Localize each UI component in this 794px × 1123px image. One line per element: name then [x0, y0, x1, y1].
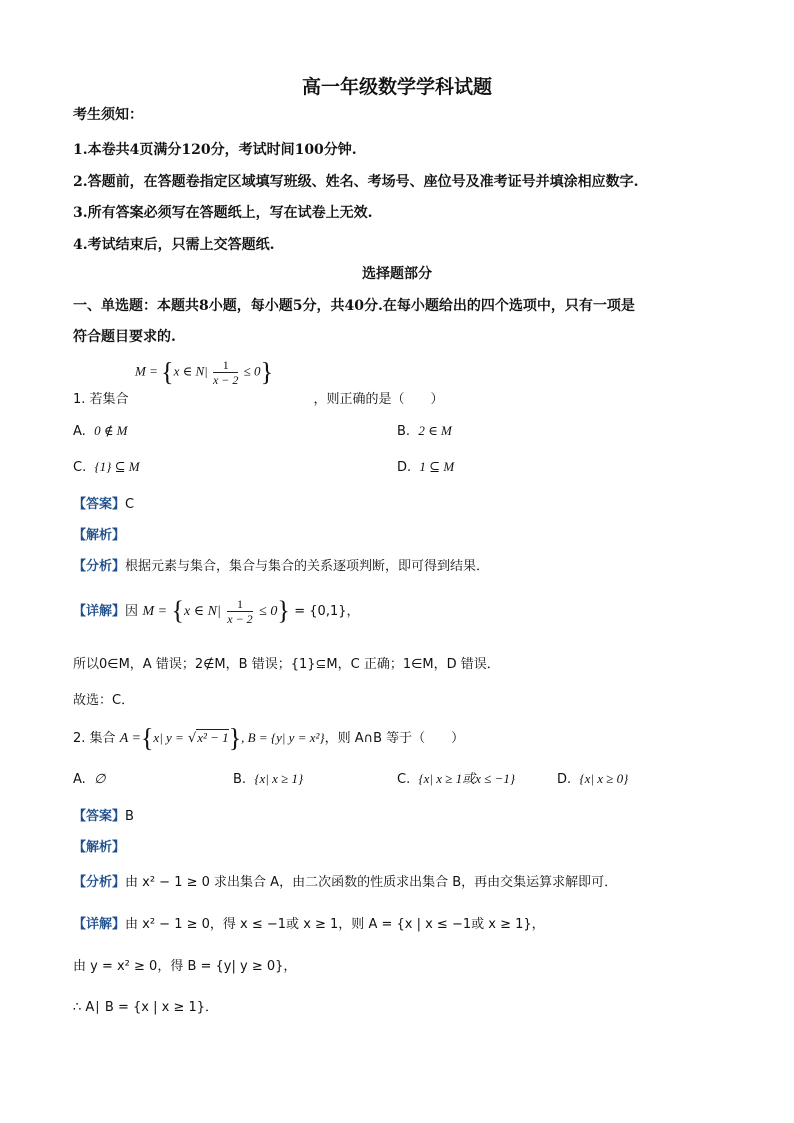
q2-answer: 【答案】B — [73, 809, 134, 824]
notice-item: 1.本卷共4页满分120分，考试时间100分钟. — [73, 142, 357, 158]
q2-fenxi: 【分析】由 x² − 1 ≥ 0 求出集合 A，由二次函数的性质求出集合 B，再由交集运算求解即可． — [73, 875, 618, 890]
page-title: 高一年级数学学科试题 — [301, 76, 492, 98]
q1-detail-line: 所以0∈M，A 错误；2∉M，B 错误；{1}⊆M，C 正确；1∈M，D 错误． — [73, 657, 500, 672]
notice-item: 2.答题前，在答题卷指定区域填写班级、姓名、考场号、座位号及准考证号并填涂相应数字. — [73, 174, 639, 190]
q2-option-c: C. {x| x ≥ 1或x ≤ −1} — [397, 771, 516, 787]
q1-option-c: C. {1} ⊆ M — [73, 459, 140, 475]
q2-detail: 【详解】由 x² − 1 ≥ 0，得 x ≤ −1或 x ≥ 1，则 A = {x | x ≤ −1或 x ≥ 1}， — [73, 917, 545, 932]
q2-analysis-heading: 【解析】 — [73, 840, 126, 855]
q2-option-d: D. {x| x ≥ 0} — [557, 771, 629, 787]
q2-conclusion: ∴ A∣ B = {x | x ≥ 1}． — [73, 1000, 219, 1015]
q1-analysis-heading: 【解析】 — [73, 528, 126, 543]
q1-option-d: D. 1 ⊆ M — [397, 459, 455, 475]
q2-detail-line: 由 y = x² ≥ 0，得 B = {y| y ≥ 0}， — [73, 959, 297, 974]
q2-option-a: A. ∅ — [73, 771, 106, 787]
q2-option-b: B. {x| x ≥ 1} — [233, 771, 304, 787]
part-instruction: 符合题目要求的. — [73, 329, 176, 345]
part-instruction: 一、单选题：本题共8小题，每小题5分，共40分.在每小题给出的四个选项中，只有一项是 — [73, 298, 635, 314]
section-heading: 选择题部分 — [362, 266, 432, 282]
q1-set-definition: M = {x ∈ N| $\frac{1}{x - 2}$ ≤ 0} — [135, 357, 274, 387]
q1-conclusion: 故选：C． — [73, 693, 135, 708]
q1-stem: 1. 若集合 ，则正确的是（ ） — [73, 392, 444, 407]
q1-fraction: $\frac{1}{x - 2}$ — [212, 358, 239, 387]
notice-item: 3.所有答案必须写在答题纸上，写在试卷上无效. — [73, 205, 373, 221]
q2-stem: 2. 集合 A ={x| y = √x² − 1}, B = {y| y = x²}，则 A∩B 等于（ ） — [73, 723, 465, 753]
q1-option-a: A. 0 ∉ M — [73, 423, 128, 439]
notice-heading: 考生须知： — [73, 107, 143, 123]
q1-option-b: B. 2 ∈ M — [397, 423, 452, 439]
q1-answer: 【答案】C — [73, 497, 135, 512]
q1-detail: 【详解】因 M = {x ∈ N| $\frac{1}{x - 2}$ ≤ 0} = {0,1}， — [73, 596, 360, 626]
notice-item: 4.考试结束后，只需上交答题纸. — [73, 237, 275, 253]
q1-fenxi: 【分析】根据元素与集合，集合与集合的关系逐项判断，即可得到结果． — [73, 559, 490, 574]
